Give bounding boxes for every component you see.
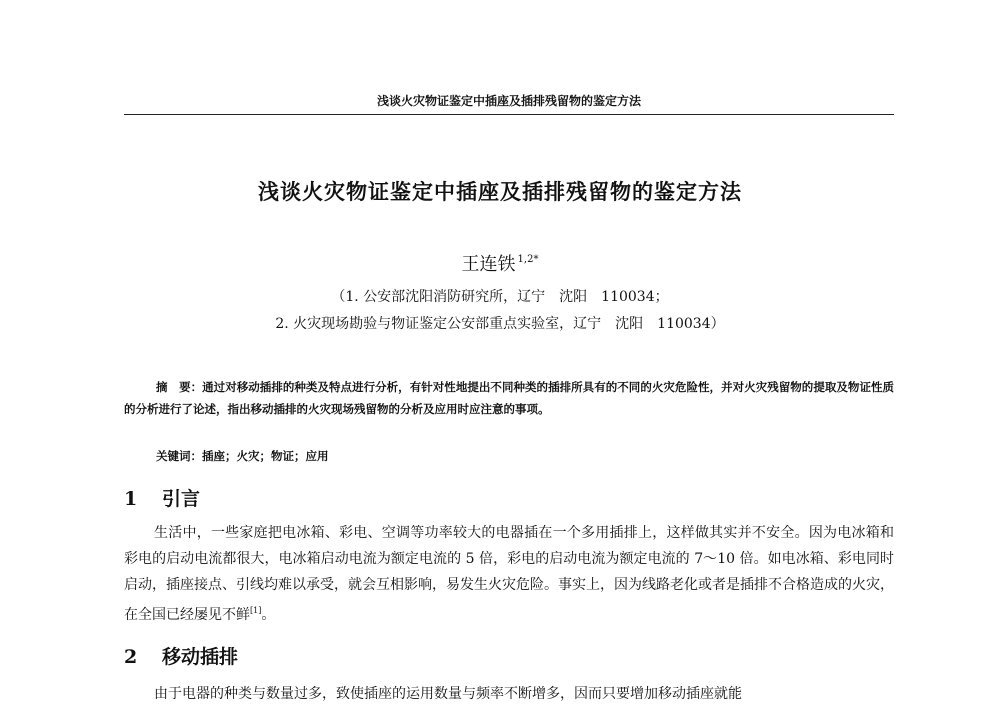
citation-ref[interactable]: [1]	[250, 606, 262, 615]
section-number: 2	[124, 646, 138, 668]
section-title: 引言	[162, 488, 201, 510]
affiliation-2: 2. 火灾现场勘验与物证鉴定公安部重点实验室，辽宁 沈阳 110034）	[275, 316, 725, 332]
affiliation-1: （1. 公安部沈阳消防研究所，辽宁 沈阳 110034；	[331, 289, 669, 305]
keywords-text: 插座；火灾；物证；应用	[202, 449, 329, 463]
paragraph-end: 。	[261, 607, 276, 623]
section-heading-1	[124, 484, 200, 511]
header-rule	[124, 114, 894, 115]
keywords	[156, 448, 329, 464]
section-number: 1	[124, 488, 138, 510]
abstract	[124, 376, 894, 420]
paragraph-text: 生活中，一些家庭把电冰箱、彩电、空调等功率较大的电器插在一个多用插排上，这样做其实并不安全。因为电冰箱和彩电的启动电流都很大，电冰箱启动电流为额定电流的 5 倍，彩电的启动电流为额定电流的 7～10 倍。如电冰箱、彩电同时启动，插座接点、引线均难以承受，就会互相影响，易发生火灾危险。事实上，因为线路老化或者是插排不合格造成的火灾，在全国已经屡见不鲜	[124, 525, 894, 623]
author-affiliation-marks: 1,2*	[517, 254, 539, 265]
paper-title: 浅谈火灾物证鉴定中插座及插排残留物的鉴定方法	[258, 179, 742, 204]
abstract-label: 摘 要：	[156, 380, 203, 394]
section-title: 移动插排	[162, 646, 239, 668]
keywords-label: 关键词：	[156, 449, 202, 463]
section-2-paragraph: 由于电器的种类与数量过多，致使插座的运用数量与频率不断增多，因而只要增加移动插座就能	[154, 686, 742, 702]
abstract-text: 通过对移动插排的种类及特点进行分析，有针对性地提出不同种类的插排所具有的不同的火灾危险性，并对火灾残留物的提取及物证性质的分析进行了论述，指出移动插排的火灾现场残留物的分析及应用时应注意的事项。	[124, 380, 895, 416]
author-name: 王连铁	[461, 254, 516, 275]
section-1-paragraph	[124, 520, 894, 628]
author-line	[0, 250, 1000, 276]
running-header: 浅谈火灾物证鉴定中插座及插排残留物的鉴定方法	[376, 94, 641, 108]
section-heading-2	[124, 642, 238, 669]
